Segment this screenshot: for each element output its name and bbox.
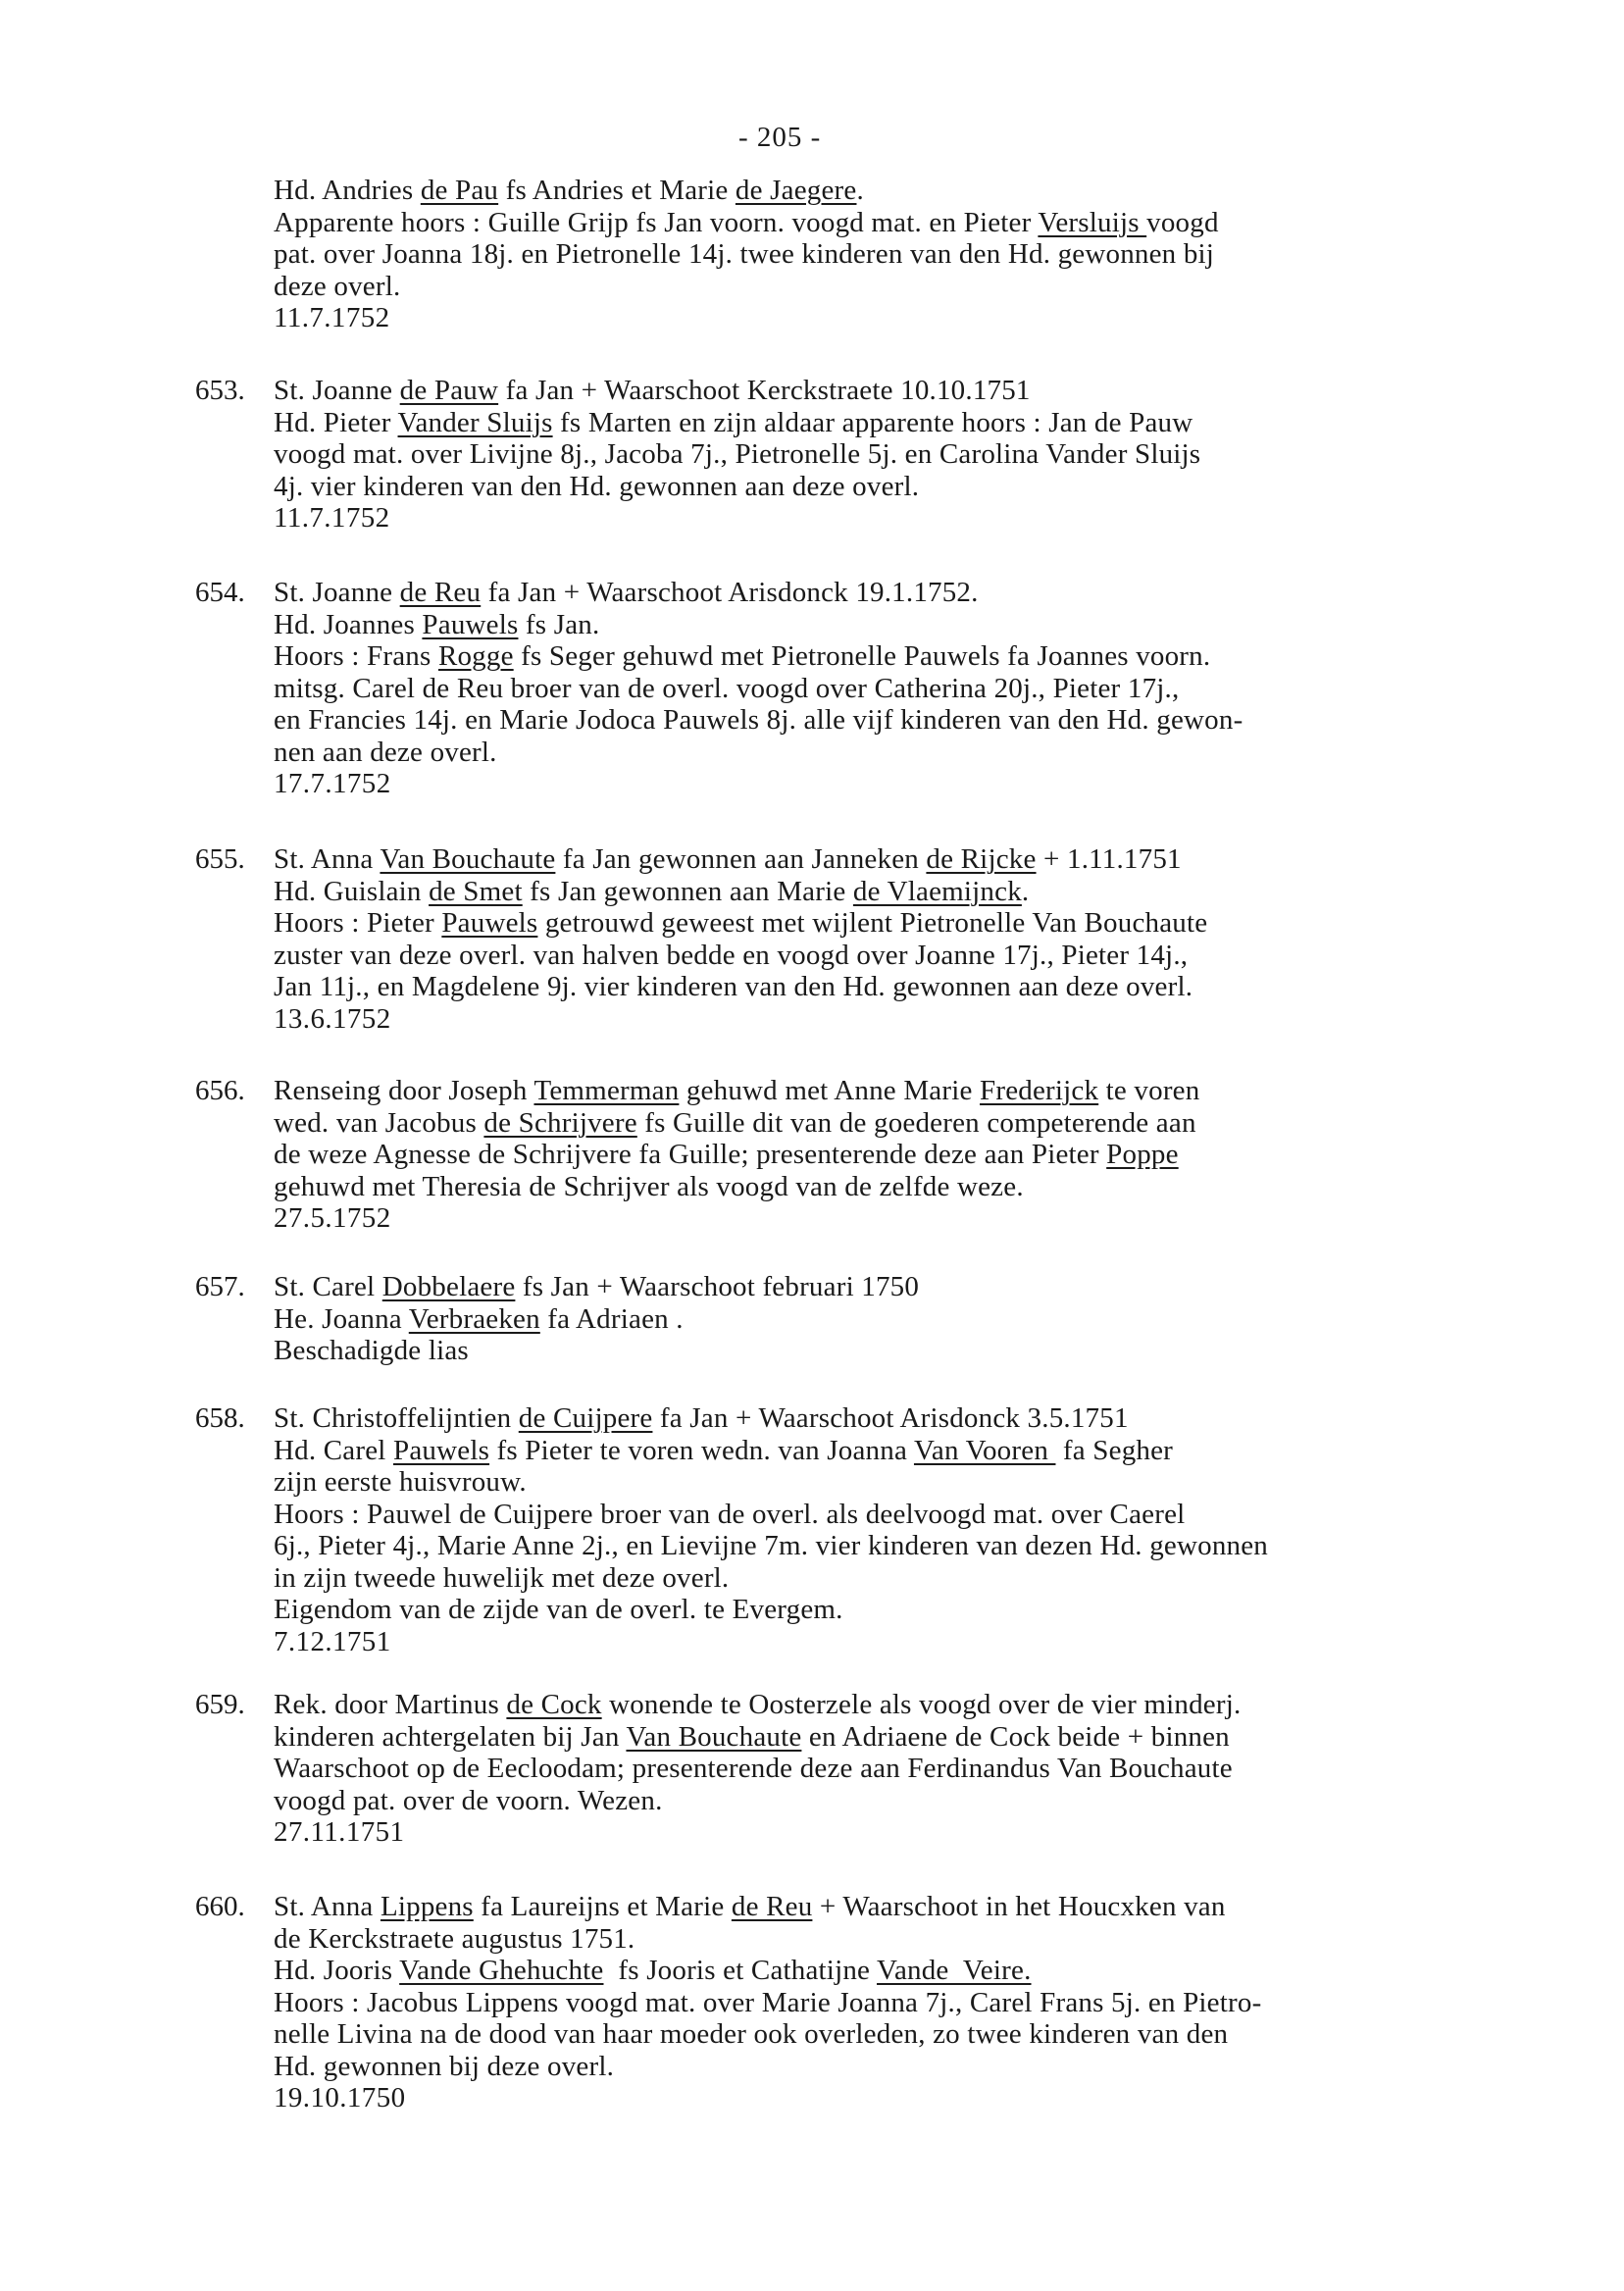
page-number: - 205 - xyxy=(738,122,822,153)
entry-date: 11.7.1752 xyxy=(274,502,390,534)
entry-line: St. Joanne de Pauw fa Jan + Waarschoot Kerckstraete 10.10.1751 xyxy=(274,375,1031,406)
entry-line: Beschadigde lias xyxy=(274,1335,469,1366)
entry-number: 660. xyxy=(195,1891,245,1922)
entry-date: 27.11.1751 xyxy=(274,1816,405,1848)
entry-line: St. Joanne de Reu fa Jan + Waarschoot Arisdonck 19.1.1752. xyxy=(274,577,979,608)
surname-underlined: de Cuijpere xyxy=(518,1402,653,1434)
entry-line: zuster van deze overl. van halven bedde en voogd over Joanne 17j., Pieter 14j., xyxy=(274,939,1189,971)
entry-date: 27.5.1752 xyxy=(274,1202,391,1234)
surname-underlined: Rogge xyxy=(437,640,514,672)
surname-underlined: Pauwels xyxy=(393,1434,490,1466)
surname-underlined: de Reu xyxy=(731,1891,813,1922)
entry-line: Hd. Andries de Pau fs Andries et Marie de Jaegere. xyxy=(274,175,864,206)
entry-text xyxy=(274,1402,1268,1657)
entry-line: Hoors : Jacobus Lippens voogd mat. over Marie Joanna 7j., Carel Frans 5j. en Pietro- xyxy=(274,1986,1262,2018)
entry-line: in zijn tweede huwelijk met deze overl. xyxy=(274,1561,730,1594)
entry-line: Hd. Pieter Vander Sluijs fs Marten en zijn aldaar apparente hoors : Jan de Pauw xyxy=(274,406,1193,438)
entry-line: mitsg. Carel de Reu broer van de overl. voogd over Catherina 20j., Pieter 17j., xyxy=(274,672,1180,704)
entry-line: Eigendom van de zijde van de overl. te Evergem. xyxy=(274,1594,843,1625)
entry-date: 17.7.1752 xyxy=(274,768,391,799)
surname-underlined: Van Vooren xyxy=(913,1434,1056,1466)
entry-number: 653. xyxy=(195,375,245,406)
entry-number: 657. xyxy=(195,1271,245,1302)
entry-line: Waarschoot op de Eecloodam; presenterende deze aan Ferdinandus Van Bouchaute xyxy=(274,1753,1233,1784)
surname-underlined: de Cock xyxy=(506,1689,602,1720)
entry-line: Hd. Jooris Vande Ghehuchte fs Jooris et Cathatijne Vande Veire. xyxy=(274,1955,1032,1986)
entry-text xyxy=(274,1689,1241,1849)
entry-line: Hoors : Frans Rogge fs Seger gehuwd met Pietronelle Pauwels fa Joannes voorn. xyxy=(274,640,1211,672)
entry-line: Hd. Joannes Pauwels fs Jan. xyxy=(274,608,600,640)
surname-underlined: Van Bouchaute xyxy=(626,1720,802,1753)
entry-line: 4j. vier kinderen van den Hd. gewonnen aan deze overl. xyxy=(274,470,920,502)
entry-line: de weze Agnesse de Schrijvere fa Guille; presenterende deze aan Pieter Poppe xyxy=(274,1139,1179,1170)
entry-line: nen aan deze overl. xyxy=(274,736,497,768)
entry-line: Jan 11j., en Magdelene 9j. vier kinderen van den Hd. gewonnen aan deze overl. xyxy=(274,971,1193,1002)
surname-underlined: Van Bouchaute xyxy=(380,843,556,875)
entry-line: Apparente hoors : Guille Grijp fs Jan voorn. voogd mat. en Pieter Versluijs voogd xyxy=(274,206,1219,238)
entry-line: Hd. Carel Pauwels fs Pieter te voren wedn. van Joanna Van Vooren fa Segher xyxy=(274,1434,1174,1466)
surname-underlined: Frederijck xyxy=(980,1075,1099,1106)
entry-date: 7.12.1751 xyxy=(274,1625,391,1657)
surname-underlined: de Pauw xyxy=(399,375,499,406)
surname-underlined: de Rijcke xyxy=(926,843,1037,875)
entry-text xyxy=(274,175,1219,334)
entry-number: 659. xyxy=(195,1689,245,1720)
surname-underlined: Verbraeken xyxy=(408,1302,540,1335)
entry-line: Renseing door Joseph Temmerman gehuwd met Anne Marie Frederijck te voren xyxy=(274,1075,1200,1106)
entry-text xyxy=(274,375,1200,535)
entry-line: He. Joanna Verbraeken fa Adriaen . xyxy=(274,1302,684,1335)
entry-line: 6j., Pieter 4j., Marie Anne 2j., en Lievijne 7m. vier kinderen van dezen Hd. gewonnen xyxy=(274,1530,1268,1561)
surname-underlined: de Reu xyxy=(399,577,482,608)
entry-number: 654. xyxy=(195,577,245,608)
entry-line: St. Christoffelijntien de Cuijpere fa Jan + Waarschoot Arisdonck 3.5.1751 xyxy=(274,1402,1129,1434)
surname-underlined: Pauwels xyxy=(422,608,519,640)
surname-underlined: Dobbelaere xyxy=(381,1271,516,1302)
surname-underlined: Vande Veire. xyxy=(877,1955,1032,1986)
entry-line: Hoors : Pieter Pauwels getrouwd geweest met wijlent Pietronelle Van Bouchaute xyxy=(274,907,1208,939)
surname-underlined: de Schrijvere xyxy=(483,1106,637,1139)
entry-line: voogd pat. over de voorn. Wezen. xyxy=(274,1784,663,1816)
surname-underlined: Vander Sluijs xyxy=(397,406,553,438)
entry-number: 658. xyxy=(195,1402,245,1434)
entry-number: 656. xyxy=(195,1075,245,1106)
entry-line: St. Anna Van Bouchaute fa Jan gewonnen aan Janneken de Rijcke + 1.11.1751 xyxy=(274,843,1182,875)
surname-underlined: de Smet xyxy=(429,875,523,907)
entry-number: 655. xyxy=(195,843,245,875)
entry-line: de Kerckstraete augustus 1751. xyxy=(274,1922,635,1955)
entry-line: Hd. gewonnen bij deze overl. xyxy=(274,2050,615,2082)
entry-text xyxy=(274,1891,1261,2114)
entry-text xyxy=(274,577,1243,800)
surname-underlined: Poppe xyxy=(1106,1139,1179,1170)
entry-date: 19.10.1750 xyxy=(274,2082,406,2113)
entry-line: nelle Livina na de dood van haar moeder ook overleden, zo twee kinderen van den xyxy=(274,2018,1229,2050)
surname-underlined: de Pau xyxy=(420,175,499,206)
entry-line: Rek. door Martinus de Cock wonende te Oosterzele als voogd over de vier minderj. xyxy=(274,1689,1242,1720)
surname-underlined: Versluijs xyxy=(1038,206,1147,238)
entry-line: zijn eerste huisvrouw. xyxy=(274,1466,527,1498)
entry-line: Hoors : Pauwel de Cuijpere broer van de overl. als deelvoogd mat. over Caerel xyxy=(274,1498,1186,1530)
surname-underlined: de Jaegere xyxy=(735,175,857,206)
entry-text xyxy=(274,1271,919,1367)
surname-underlined: Lippens xyxy=(380,1891,474,1922)
entry-line: St. Anna Lippens fa Laureijns et Marie de Reu + Waarschoot in het Houcxken van xyxy=(274,1891,1226,1922)
entry-line: en Francies 14j. en Marie Jodoca Pauwels 8j. alle vijf kinderen van den Hd. gewon- xyxy=(274,704,1243,736)
entry-date: 13.6.1752 xyxy=(274,1002,391,1035)
entry-line: deze overl. xyxy=(274,270,401,302)
entry-line: St. Carel Dobbelaere fs Jan + Waarschoot februari 1750 xyxy=(274,1271,920,1302)
surname-underlined: de Vlaemijnck xyxy=(852,875,1022,907)
entry-line: gehuwd met Theresia de Schrijver als voogd van de zelfde weze. xyxy=(274,1170,1024,1202)
entry-date: 11.7.1752 xyxy=(274,302,390,333)
entry-line: pat. over Joanna 18j. en Pietronelle 14j. twee kinderen van den Hd. gewonnen bij xyxy=(274,238,1215,270)
entry-text xyxy=(274,843,1207,1035)
entry-line: voogd mat. over Livijne 8j., Jacoba 7j., Pietronelle 5j. en Carolina Vander Sluijs xyxy=(274,438,1201,470)
surname-underlined: Pauwels xyxy=(441,907,538,939)
surname-underlined: Temmerman xyxy=(533,1075,680,1106)
surname-underlined: Vande Ghehuchte xyxy=(399,1955,604,1986)
entry-line: kinderen achtergelaten bij Jan Van Bouchaute en Adriaene de Cock beide + binnen xyxy=(274,1720,1230,1753)
entry-text xyxy=(274,1075,1199,1235)
entry-line: wed. van Jacobus de Schrijvere fs Guille dit van de goederen competerende aan xyxy=(274,1106,1196,1139)
entry-line: Hd. Guislain de Smet fs Jan gewonnen aan Marie de Vlaemijnck. xyxy=(274,875,1030,907)
